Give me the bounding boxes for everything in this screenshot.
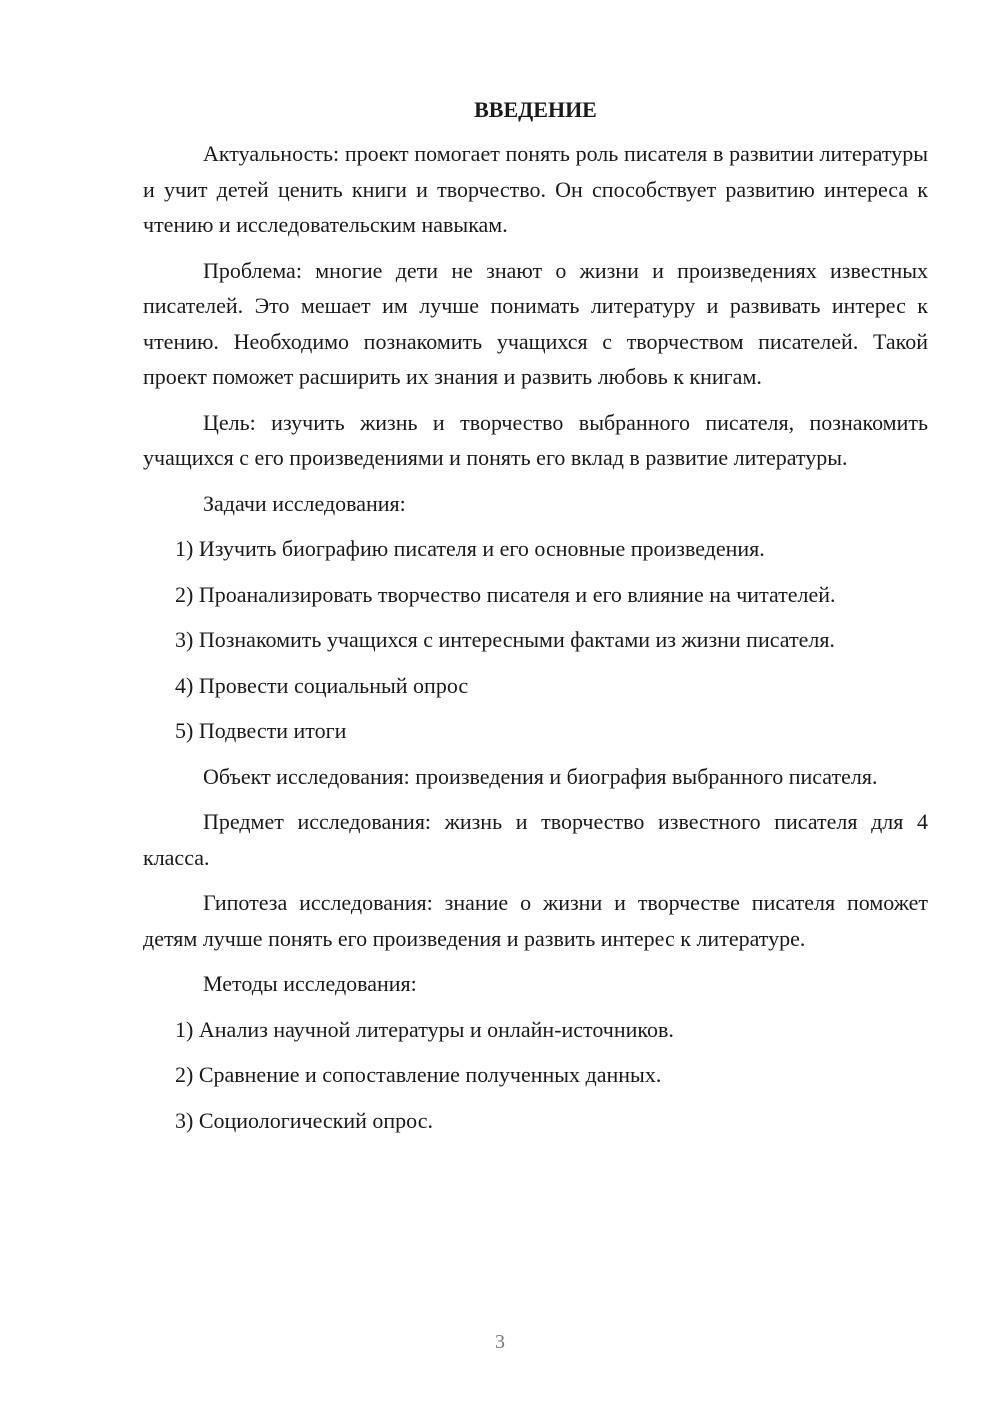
method-item: 1) Анализ научной литературы и онлайн-источников. (175, 1016, 674, 1042)
tasks-heading: Задачи исследования: (203, 490, 406, 516)
method-item: 3) Социологический опрос. (175, 1107, 433, 1133)
page-number: 3 (495, 1331, 505, 1353)
tasks-list (143, 531, 928, 749)
document-body (143, 92, 928, 1148)
task-item: 3) Познакомить учащихся с интересными фактами из жизни писателя. (175, 627, 835, 652)
relevance-paragraph: Актуальность: проект помогает понять роль писателя в развитии литературы и учит детей ценить книги и творчество. Он способствует развитию интереса к чтению и исследовательским навыкам. (143, 141, 928, 237)
object-paragraph: Объект исследования: произведения и биография выбранного писателя. (203, 763, 878, 789)
problem-paragraph: Проблема: многие дети не знают о жизни и произведениях известных писателей. Это мешает им лучше понимать литературу и развивать интерес к чтению. Необходимо познакомить учащихся с творчеством писателей. Такой проект поможет расширить их знания и развить любовь к книгам. (143, 257, 928, 389)
task-item: 5) Подвести итоги (175, 718, 347, 743)
task-item: 2) Проанализировать творчество писателя и его влияние на читателей. (175, 581, 836, 607)
task-item: 4) Провести социальный опрос (175, 672, 469, 698)
section-title: ВВЕДЕНИЕ (474, 97, 597, 122)
task-item: 1) Изучить биографию писателя и его основные произведения. (175, 536, 765, 561)
methods-list (143, 1012, 928, 1139)
subject-paragraph: Предмет исследования: жизнь и творчество известного писателя для 4 класса. (143, 809, 928, 870)
hypothesis-paragraph: Гипотеза исследования: знание о жизни и творчестве писателя поможет детям лучше понять его произведения и развить интерес к литературе. (143, 890, 928, 951)
methods-heading: Методы исследования: (203, 971, 417, 996)
goal-paragraph: Цель: изучить жизнь и творчество выбранного писателя, познакомить учащихся с его произведениями и понять его вклад в развитие литературы. (143, 409, 928, 470)
method-item: 2) Сравнение и сопоставление полученных данных. (175, 1062, 662, 1087)
